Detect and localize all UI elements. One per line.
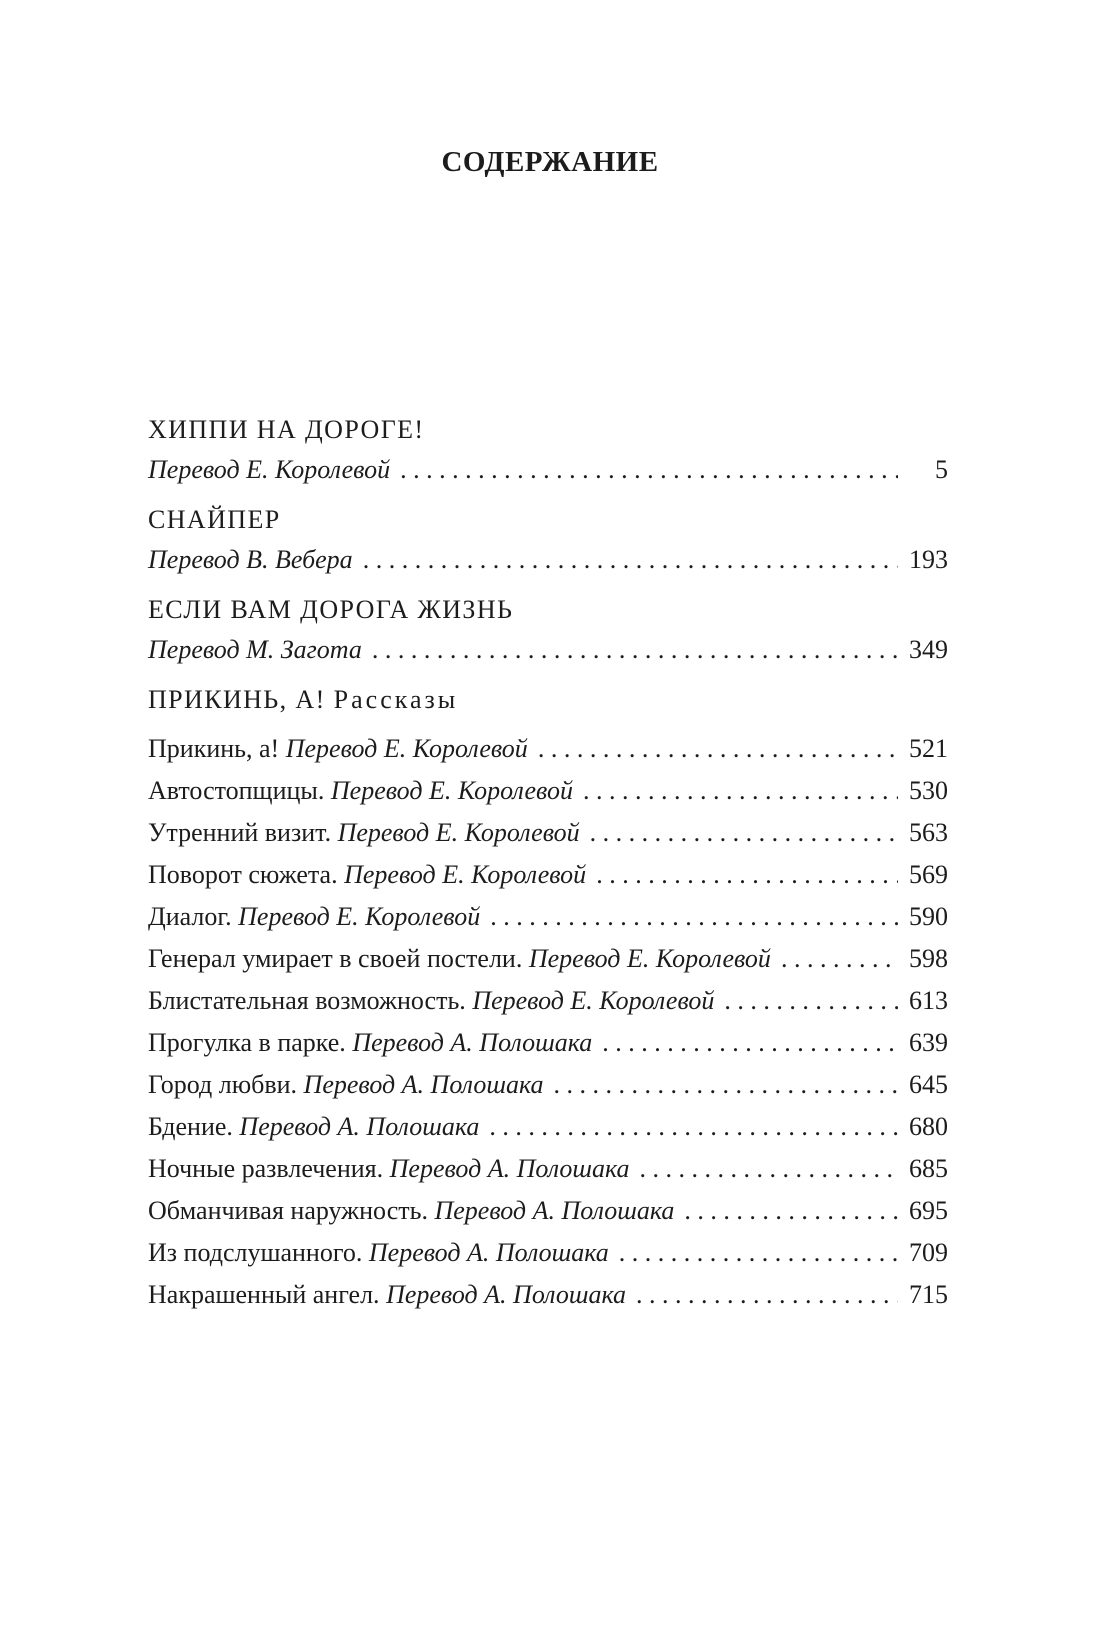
translator: Перевод Е. Королевой — [344, 860, 587, 889]
story-title: Поворот сюжета. — [148, 860, 338, 889]
page-number: 530 — [909, 776, 948, 805]
page-number: 680 — [909, 1112, 948, 1141]
translator: Перевод А. Полошака — [386, 1280, 626, 1309]
page-number: 5 — [935, 455, 948, 484]
story-title: Блистательная возможность. — [148, 986, 466, 1015]
page-number: 613 — [909, 986, 948, 1015]
entry-text — [148, 896, 480, 938]
translator: Перевод Е. Королевой — [337, 818, 580, 847]
dot-leader — [363, 538, 898, 582]
toc-entry[interactable] — [148, 1232, 948, 1274]
stories-section-title — [148, 682, 948, 718]
entry-text — [148, 448, 390, 492]
translator: Перевод М. Загота — [148, 635, 362, 664]
page-number: 639 — [909, 1028, 948, 1057]
page-number: 193 — [909, 545, 948, 574]
entry-text — [148, 854, 586, 896]
translator: Перевод А. Полошака — [434, 1196, 675, 1225]
translator: Перевод А. Полошака — [239, 1112, 480, 1141]
toc-entry[interactable] — [148, 1064, 948, 1106]
entry-text — [148, 728, 528, 770]
translator: Перевод Е. Королевой — [472, 986, 715, 1015]
toc-entry[interactable] — [148, 1106, 948, 1148]
story-title: Диалог. — [148, 902, 232, 931]
dot-leader — [553, 1064, 898, 1106]
entry-text — [148, 1106, 479, 1148]
toc-entry[interactable] — [148, 1022, 948, 1064]
translator: Перевод А. Полошака — [368, 1238, 609, 1267]
toc-entry[interactable] — [148, 728, 948, 770]
entry-text — [148, 1022, 592, 1064]
story-title: Город любви. — [148, 1070, 298, 1099]
toc-entry[interactable] — [148, 628, 948, 672]
story-title: Утренний визит. — [148, 818, 332, 847]
section-subtitle: Рассказы — [333, 685, 459, 714]
page-number: 645 — [909, 1070, 948, 1099]
page-number: 563 — [909, 818, 948, 847]
translator: Перевод А. Полошака — [352, 1028, 593, 1057]
toc-entry[interactable] — [148, 896, 948, 938]
story-title: Бдение. — [148, 1112, 233, 1141]
story-title: Из подслушанного. — [148, 1238, 363, 1267]
dot-leader — [372, 628, 898, 672]
entry-text — [148, 1232, 609, 1274]
translator: Перевод Е. Королевой — [528, 944, 771, 973]
dot-leader — [590, 812, 898, 854]
story-title: Обманчивая наружность. — [148, 1196, 428, 1225]
toc-entry[interactable] — [148, 938, 948, 980]
translator: Перевод А. Полошака — [303, 1070, 544, 1099]
entry-text — [148, 938, 771, 980]
dot-leader — [596, 854, 898, 896]
dot-leader — [538, 728, 898, 770]
page-number: 685 — [909, 1154, 948, 1183]
story-title: Прогулка в парке. — [148, 1028, 346, 1057]
dot-leader — [400, 448, 898, 492]
toc-entry[interactable] — [148, 854, 948, 896]
translator: Перевод Е. Королевой — [238, 902, 481, 931]
page-number: 569 — [909, 860, 948, 889]
page-number: 521 — [909, 734, 948, 763]
entry-text — [148, 1274, 626, 1316]
translator: Перевод А. Полошака — [389, 1154, 630, 1183]
work-title: СНАЙПЕР — [148, 505, 281, 534]
dot-leader — [602, 1022, 898, 1064]
page-number: 349 — [909, 635, 948, 664]
translator: Перевод Е. Королевой — [148, 455, 391, 484]
toc-entry[interactable] — [148, 538, 948, 582]
translator: Перевод Е. Королевой — [330, 776, 573, 805]
story-title: Генерал умирает в своей постели. — [148, 944, 523, 973]
dot-leader — [490, 896, 898, 938]
entry-text — [148, 1190, 674, 1232]
dot-leader — [489, 1106, 898, 1148]
work-title: ХИППИ НА ДОРОГЕ! — [148, 415, 425, 444]
work-title: ЕСЛИ ВАМ ДОРОГА ЖИЗНЬ — [148, 595, 514, 624]
toc-work — [148, 412, 948, 492]
dot-leader — [781, 938, 898, 980]
story-title: Прикинь, а! — [148, 734, 280, 763]
entry-text — [148, 1148, 630, 1190]
page-title: СОДЕРЖАНИЕ — [441, 146, 659, 178]
toc-entry[interactable] — [148, 1274, 948, 1316]
dot-leader — [724, 980, 898, 1022]
toc-entry[interactable] — [148, 1190, 948, 1232]
dot-leader — [583, 770, 898, 812]
toc-entry[interactable] — [148, 770, 948, 812]
page-number: 695 — [909, 1196, 948, 1225]
dot-leader — [640, 1148, 898, 1190]
entry-text — [148, 770, 573, 812]
story-title: Автостопщицы. — [148, 776, 325, 805]
table-of-contents — [148, 412, 948, 1316]
dot-leader — [636, 1274, 898, 1316]
page-number: 590 — [909, 902, 948, 931]
story-title: Ночные развлечения. — [148, 1154, 384, 1183]
toc-entry[interactable] — [148, 980, 948, 1022]
toc-work — [148, 592, 948, 672]
translator: Перевод В. Вебера — [148, 545, 353, 574]
entry-text — [148, 628, 362, 672]
toc-entry[interactable] — [148, 812, 948, 854]
dot-leader — [619, 1232, 898, 1274]
entry-text — [148, 1064, 543, 1106]
section-title: ПРИКИНЬ, А! — [148, 685, 326, 714]
entry-text — [148, 812, 580, 854]
entry-text — [148, 980, 714, 1022]
toc-entry[interactable] — [148, 1148, 948, 1190]
translator: Перевод Е. Королевой — [285, 734, 528, 763]
story-title: Накрашенный ангел. — [148, 1280, 380, 1309]
toc-work — [148, 502, 948, 582]
dot-leader — [684, 1190, 898, 1232]
page-number: 715 — [909, 1280, 948, 1309]
page-number: 709 — [909, 1238, 948, 1267]
entry-text — [148, 538, 353, 582]
toc-entry[interactable] — [148, 448, 948, 492]
page-number: 598 — [909, 944, 948, 973]
